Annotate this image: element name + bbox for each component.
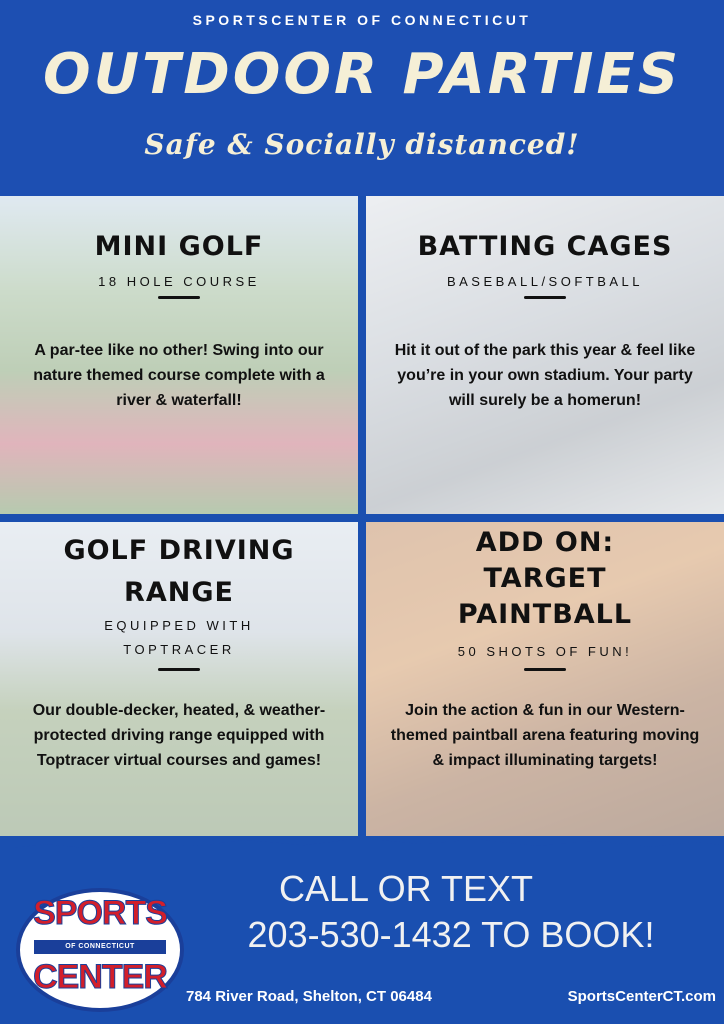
header-banner [0,0,724,196]
panel-target-paintball [366,522,724,836]
divider [524,296,566,299]
divider [158,668,200,671]
driving-range-subtitle-line2: TOPTRACER [123,642,235,657]
driving-range-title-line2: RANGE [124,577,234,608]
paintball-title-line2: TARGET [483,563,607,594]
mini-golf-subtitle: 18 HOLE COURSE [98,274,260,289]
mini-golf-title: MINI GOLF [94,231,264,262]
logo-text-connecticut: OF CONNECTICUT [34,940,166,954]
panel-driving-range [0,522,358,836]
paintball-title-line3: PAINTBALL [457,599,633,630]
driving-range-subtitle-line1: EQUIPPED WITH [104,618,254,633]
mini-golf-description: A par-tee like no other! Swing into our nature themed course complete with a river & waterfall! [33,342,325,409]
divider [158,296,200,299]
organization-name: SPORTSCENTER OF CONNECTICUT [192,12,532,28]
address: 784 River Road, Shelton, CT 06484 [186,988,432,1005]
divider [524,668,566,671]
page-title: OUTDOOR PARTIES [42,42,682,107]
batting-cages-subtitle: BASEBALL/SOFTBALL [446,274,644,289]
call-to-action-line1: CALL OR TEXT [278,868,534,909]
driving-range-description: Our double-decker, heated, & weather-protected driving range equipped with Toptracer virtual courses and games! [32,702,326,769]
logo-text-center: CENTER [33,958,167,996]
activities-grid [0,196,724,836]
call-to-action-phone[interactable]: 203-530-1432 TO BOOK! [247,914,655,955]
panel-mini-golf [0,196,358,514]
batting-cages-title: BATTING CAGES [417,231,673,262]
logo-text-sports: SPORTS [33,894,167,932]
website-link[interactable]: SportsCenterCT.com [567,988,716,1005]
paintball-subtitle: 50 SHOTS OF FUN! [457,644,633,659]
driving-range-title-line1: GOLF DRIVING [63,535,295,566]
sportscenter-logo [16,888,184,1012]
panel-batting-cages [366,196,724,514]
batting-cages-description: Hit it out of the park this year & feel like you’re in your own stadium. Your party will surely be a homerun! [394,342,696,409]
paintball-title-line1: ADD ON: [475,527,615,558]
page-subtitle: Safe & Socially distanced! [144,128,580,161]
paintball-description: Join the action & fun in our Western-themed paintball arena featuring moving & impact illuminating targets! [390,702,700,769]
